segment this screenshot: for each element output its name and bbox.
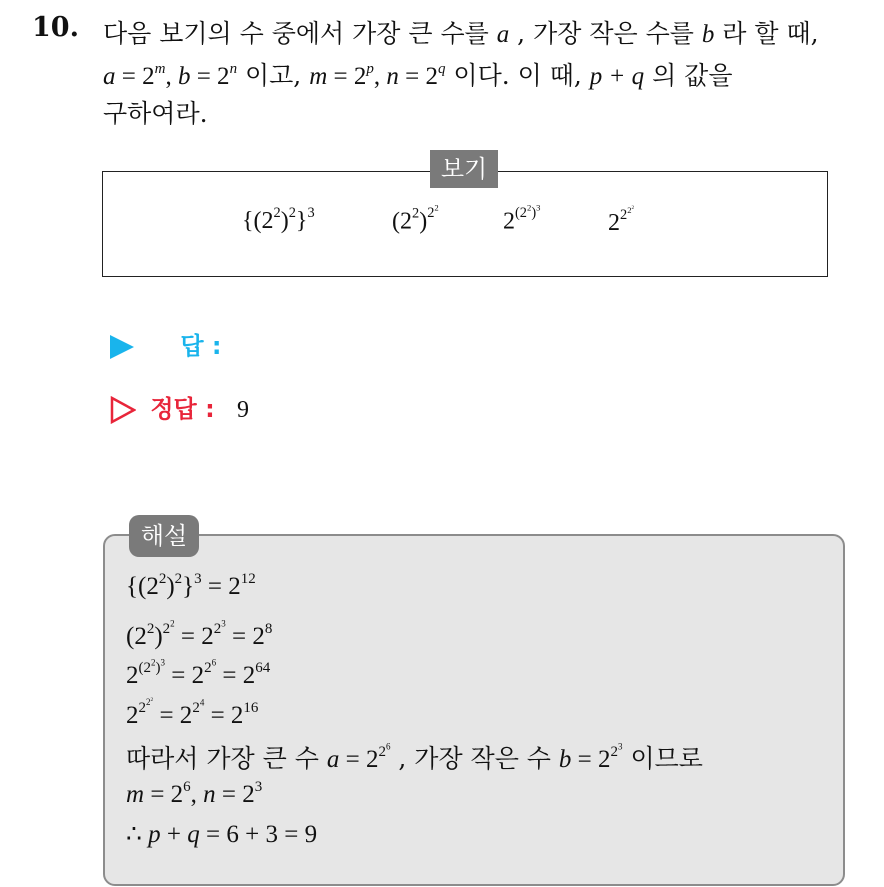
correct-answer-value: 9 [237, 397, 250, 423]
explanation-line-1: $\{(2^2)^2\}^3 = 2^{12}$ [126, 570, 256, 600]
explanation-line-6: $m = 2^6$, $n = 2^3$ [126, 778, 263, 808]
outline-triangle-icon [110, 396, 136, 424]
answer-row [110, 326, 222, 361]
correct-answer-label: 정답 : [150, 395, 215, 423]
play-triangle-icon [110, 335, 134, 359]
question-line-1: 다음 보기의 수 중에서 가장 큰 수를 a , 가장 작은 수를 b 라 할 때, [103, 19, 819, 48]
correct-answer-row [110, 389, 249, 424]
explanation-line-4: $2^{2^{2^2}} = 2^{2^4} = 2^{16}$ [126, 697, 259, 730]
question-number: 10. [32, 12, 79, 43]
answer-label: 답 : [180, 332, 222, 360]
bogi-label: 보기 [430, 150, 498, 188]
explanation-line-5: 따라서 가장 큰 수 $a = 2^{2^6}$ , 가장 작은 수 $b = 2^{2^3}$ 이므로 [126, 741, 703, 773]
explanation-line-2: $(2^2)^{2^2} = 2^{2^3} = 2^8$ [126, 618, 273, 650]
explanation-line-7: ∴ p + q = 6 + 3 = 9 [126, 821, 318, 848]
bogi-expression-3: $2^{(2^2)^3}$ [503, 203, 541, 235]
explanation-label: 해설 [129, 515, 199, 557]
question-line-2: $a = 2^m$, $b = 2^n$ 이고, $m = 2^p$, $n = 2^q$ 이다. 이 때, p + q 의 값을 [103, 60, 733, 90]
question-line-3: 구하여라. [103, 99, 208, 128]
bogi-expression-2: $(2^2)^{2^2}$ [392, 203, 439, 235]
bogi-expression-4: $2^{2^{2^2}}$ [608, 204, 635, 237]
bogi-expression-1: $\{(2^2)^2\}^3$ [242, 205, 315, 234]
explanation-line-3: $2^{(2^2)^3} = 2^{2^6} = 2^{64}$ [126, 657, 271, 689]
